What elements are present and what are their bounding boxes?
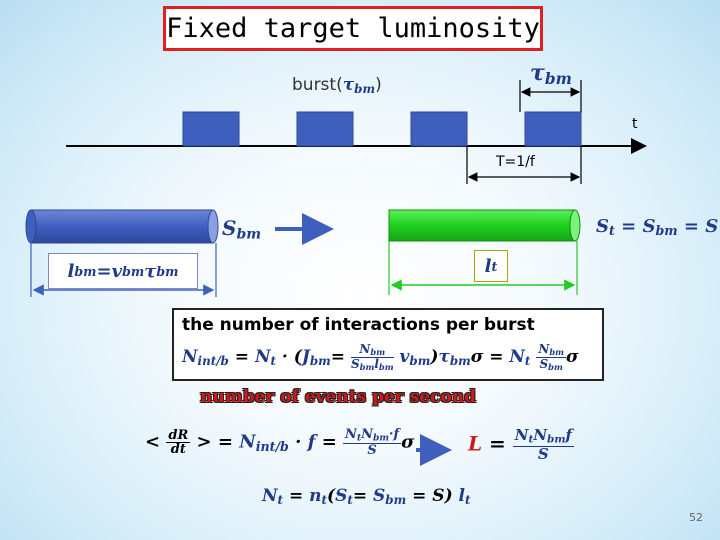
interactions-formula: Nint/b = Nt · (Jbm= $\frac{\text{Nbm}}{\text{Sbmlbm}}$ vbm)τbmσ = Nt $\frac{\text{Nbm}}{\text{Sbm}}$ σ: [182, 342, 579, 372]
burst-pulse: [183, 112, 239, 146]
burst-pulse: [411, 112, 467, 146]
target-nuclei-formula: Nt = nt(St= Sbm = S) lt: [262, 486, 471, 507]
luminosity-formula: L = $\frac{\text{NtNbmf}}{S}$: [468, 426, 572, 463]
interactions-title: the number of interactions per burst: [182, 315, 535, 335]
slide-title: Fixed target luminosity: [163, 6, 543, 51]
burst-pulse: [297, 112, 353, 146]
beam-cylinder: [31, 210, 213, 243]
beam-cylinder-cap: [208, 210, 218, 243]
beam-length-formula: l bm = v bm τ bm: [48, 253, 198, 289]
burst-pulse: [525, 112, 581, 146]
target-cylinder: [389, 210, 575, 241]
interactions-box: [172, 308, 604, 381]
rate-formula: < $\frac{dR}{dt}$ > = Nint/b · f = $\frac{\text{NtNbm·f}}{S}$ σ: [145, 427, 415, 458]
beam-cross-section-label: Sbm: [222, 216, 262, 243]
period-label: T=1/f: [496, 154, 535, 170]
target-length-label: l t: [474, 250, 508, 282]
tau-bm-label: τbm: [530, 60, 572, 88]
target-cylinder-cap: [570, 210, 580, 241]
sigma-symbol: σ: [401, 431, 415, 453]
burst-label: burst(τbm): [292, 75, 382, 96]
time-axis-label: t: [632, 116, 638, 132]
events-per-second-label: number of events per second: [200, 387, 476, 407]
target-cross-section-formula: St = Sbm = S: [596, 216, 719, 239]
page-number: 52: [689, 511, 703, 524]
burst-tau: τ: [342, 75, 355, 95]
beam-cylinder-back: [26, 210, 36, 243]
